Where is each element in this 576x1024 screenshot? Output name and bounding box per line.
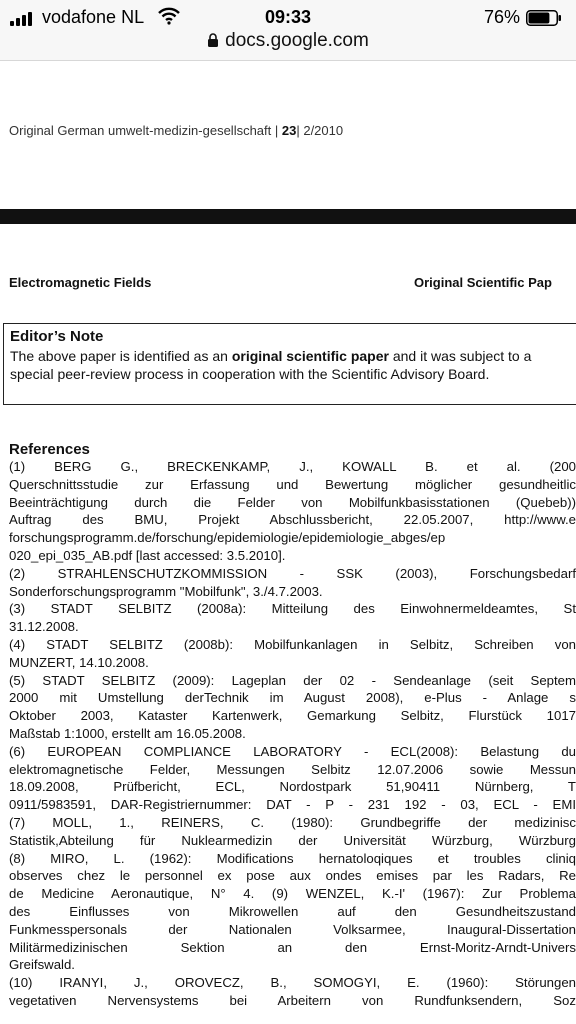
section-title: Electromagnetic Fields: [9, 275, 152, 290]
editors-note-text: [10, 347, 570, 383]
status-bar: [0, 0, 576, 60]
reference-line: (10) IRANYI, J., OROVECZ, B., SOMOGYI, E. (1960): Störungen: [9, 975, 576, 991]
reference-line: des Einflusses von Mikrowellen auf den Gesundheitszustand: [9, 903, 576, 919]
reference-line: 0911/5983591, DAR-Registriernummer: DAT - P - 231 192 - 03, ECL - EMI: [9, 797, 576, 813]
reference-line: Maßstab 1:1000, erstellt am 16.05.2008.: [9, 725, 246, 741]
reference-line: (6) EUROPEAN COMPLIANCE LABORATORY - ECL(2008): Belastung du: [9, 743, 576, 759]
document-page[interactable]: [0, 61, 576, 1024]
editors-note-text-1: The above paper is identified as an: [10, 348, 232, 364]
lock-icon: [207, 33, 219, 47]
editors-note-text-2: and it was subject to a special peer-review process in cooperation with the Scientific Advisory Board.: [10, 348, 532, 382]
carrier-name: vodafone NL: [42, 7, 145, 27]
reference-line: (7) MOLL, 1., REINERS, C. (1980): Grundbegriffe der medizinisc: [9, 814, 576, 830]
reference-line: (3) STADT SELBITZ (2008a): Mitteilung des Einwohnermeldeamtes, St: [9, 601, 576, 617]
battery-percentage: 76%: [484, 7, 521, 27]
address-bar[interactable]: [0, 30, 576, 54]
journal-issue: 23: [281, 123, 297, 138]
reference-line: Querschnittsstudie zur Erfassung und Bewertung möglicher gesundheitlic: [9, 476, 576, 492]
reference-line: Oktober 2003, Kataster Kartenwerk, Gemarkung Selbitz, Flurstück 1017: [9, 708, 576, 724]
editors-note-box: [3, 323, 576, 405]
references-title: References: [9, 441, 90, 458]
reference-line: forschungsprogramm.de/forschung/epidemiologie/epidemiologie_abges/ep: [9, 530, 446, 546]
reference-line: (5) STADT SELBITZ (2009): Lageplan der 02 - Sendeanlage (seit Septem: [9, 672, 576, 688]
reference-list: [9, 458, 576, 1010]
reference-line: Greifswald.: [9, 957, 75, 973]
reference-line: observes chez le personnel ex pose aux ondes emises par les Radars, Re: [9, 868, 576, 884]
editors-note-title: Editor’s Note: [10, 328, 104, 345]
reference-line: (8) MIRO, L. (1962): Modifications hernatoloqiques et troubles cliniq: [9, 850, 576, 866]
header-bar: [0, 209, 576, 224]
reference-line: Beeinträchtigung durch die Felder von Mobilfunkbasisstationen (Quebeb)): [9, 494, 576, 510]
url-text: docs.google.com: [225, 30, 369, 51]
battery-icon: [526, 10, 562, 26]
reference-line: Militärmedizinischen Sektion an den Ernst-Moritz-Arndt-Univers: [9, 939, 576, 955]
reference-line: vegetativen Nervensystems bei Arbeitern von Rundfunksendern, Soz: [9, 992, 576, 1008]
journal-prefix: Original German umwelt-medizin-gesellschaft |: [9, 123, 279, 138]
reference-line: Funkmesspersonals der Nationalen Volksarmee, Inaugural-Dissertation: [9, 921, 576, 937]
reference-line: 020_epi_035_AB.pdf [last accessed: 3.5.2010].: [9, 547, 286, 563]
references-section: [9, 441, 576, 1010]
reference-line: Auftrag des BMU, Projekt Abschlussbericht, 22.05.2007, http://www.e: [9, 512, 576, 528]
reference-line: (4) STADT SELBITZ (2008b): Mobilfunkanlagen in Selbitz, Schreiben von: [9, 636, 576, 652]
journal-header: [9, 123, 343, 138]
section-type: Original Scientific Pap: [414, 275, 552, 290]
reference-line: (2) STRAHLENSCHUTZKOMMISSION - SSK (2003), Forschungsbedarf: [9, 565, 576, 581]
reference-line: 31.12.2008.: [9, 619, 79, 635]
editors-note-bold: original scientific paper: [231, 348, 389, 364]
reference-line: 18.09.2008, Prüfbericht, ECL, Nordostpark 51,90411 Nürnberg, T: [9, 779, 576, 795]
reference-line: de Medicine Aeronautique, N° 4. (9) WENZEL, K.-I' (1967): Zur Problema: [9, 886, 576, 902]
reference-line: MUNZERT, 14.10.2008.: [9, 654, 149, 670]
reference-line: Statistik,Abteilung für Nuklearmedizin der Universität Würzburg, Würzburg: [9, 832, 576, 848]
clock: 09:33: [264, 7, 312, 27]
reference-line: elektromagnetische Felder, Messungen Selbitz 12.07.2006 sowie Messun: [9, 761, 576, 777]
journal-suffix: | 2/2010: [296, 123, 344, 138]
reference-line: Sonderforschungsprogramm "Mobilfunk", 3./4.7.2003.: [9, 583, 323, 599]
reference-line: 2000 mit Umstellung derTechnik im August 2008), e-Plus - Anlage s: [9, 690, 576, 706]
reference-line: (1) BERG G., BRECKENKAMP, J., KOWALL B. et al. (200: [9, 459, 576, 474]
